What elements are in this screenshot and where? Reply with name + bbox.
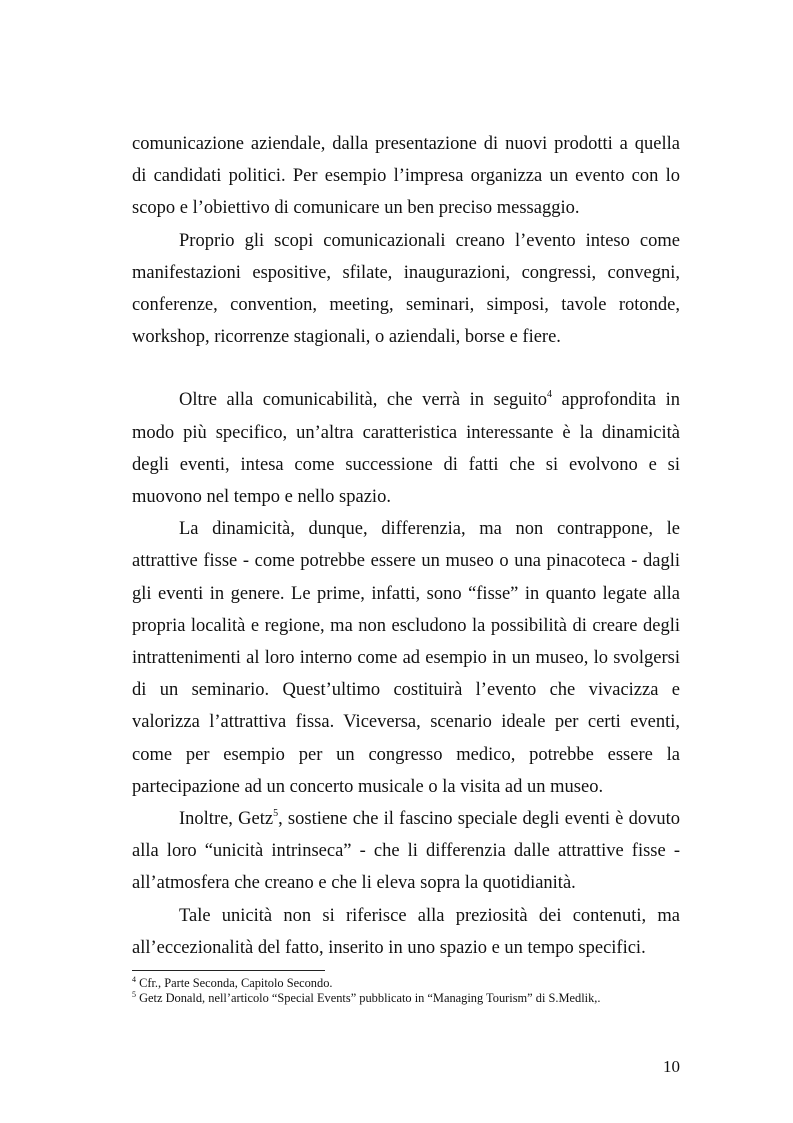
paragraph-3-text-a: Oltre alla comunicabilità, che verrà in seguito [179, 390, 547, 411]
paragraph-spacer [132, 353, 680, 384]
page-number: 10 [663, 1057, 680, 1076]
paragraph-5-text-b: , sostiene che il fascino speciale degli eventi è dovuto alla loro “unicità intrinseca” - che li differenzia dalle attrattive fisse - all’atmosfera che creano e che li eleva sopra la quotidianità. [132, 809, 680, 894]
footnote-separator [132, 970, 325, 971]
paragraph-2: Proprio gli scopi comunicazionali creano l’evento inteso come manifestazioni espositive, sfilate, inaugurazioni, congressi, convegni, conferenze, convention, meeting, seminari, simposi, tavole rotonde, workshop, ricorrenze stagionali, o aziendali, borse e fiere. [132, 230, 680, 348]
footnotes [132, 976, 692, 1005]
paragraph-3 [132, 384, 680, 513]
paragraph-5-text-a: Inoltre, Getz [179, 809, 274, 830]
footnote-number: 4 [132, 975, 136, 984]
paragraph-5 [132, 803, 680, 900]
body-text [132, 128, 680, 964]
paragraph-1: comunicazione aziendale, dalla presentazione di nuovi prodotti a quella di candidati politici. Per esempio l’impresa organizza un evento con lo scopo e l’obiettivo di comunicare un ben preciso messaggio. [132, 134, 680, 219]
paragraph-3-text-b: approfondita in modo più specifico, un’altra caratteristica interessante è la dinamicità degli eventi, intesa come successione di fatti che si evolvono e si muovono nel tempo e nello spazio. [132, 390, 680, 508]
footnote-4 [132, 976, 692, 991]
footnote-ref-4[interactable]: 4 [547, 389, 552, 401]
footnote-number: 5 [132, 989, 136, 999]
footnote-text: Getz Donald, nell’articolo “Special Events” pubblicato in “Managing Tourism” di S.Medlik,. [136, 990, 601, 1005]
footnote-text: Cfr., Parte Seconda, Capitolo Secondo. [136, 976, 333, 990]
paragraph-6: Tale unicità non si riferisce alla preziosità dei contenuti, ma all’eccezionalità del fatto, inserito in uno spazio e un tempo specifici. [132, 905, 680, 958]
paragraph-4: La dinamicità, dunque, differenzia, ma non contrappone, le attrattive fisse - come potrebbe essere un museo o una pinacoteca - dagli gli eventi in genere. Le prime, infatti, sono “fisse” in quanto legate alla propria località e regione, ma non escludono la possibilità di creare degli intrattenimenti al loro interno come ad esempio in un museo, lo svolgersi di un seminario. Quest’ultimo costituirà l’evento che vivacizza e valorizza l’attrattiva fissa. Viceversa, scenario ideale per certi eventi, come per esempio per un congresso medico, potrebbe essere la partecipazione ad un concerto musicale o la visita ad un museo. [132, 519, 680, 797]
footnote-ref-5[interactable]: 5 [273, 808, 279, 820]
footnote-5 [132, 991, 692, 1006]
